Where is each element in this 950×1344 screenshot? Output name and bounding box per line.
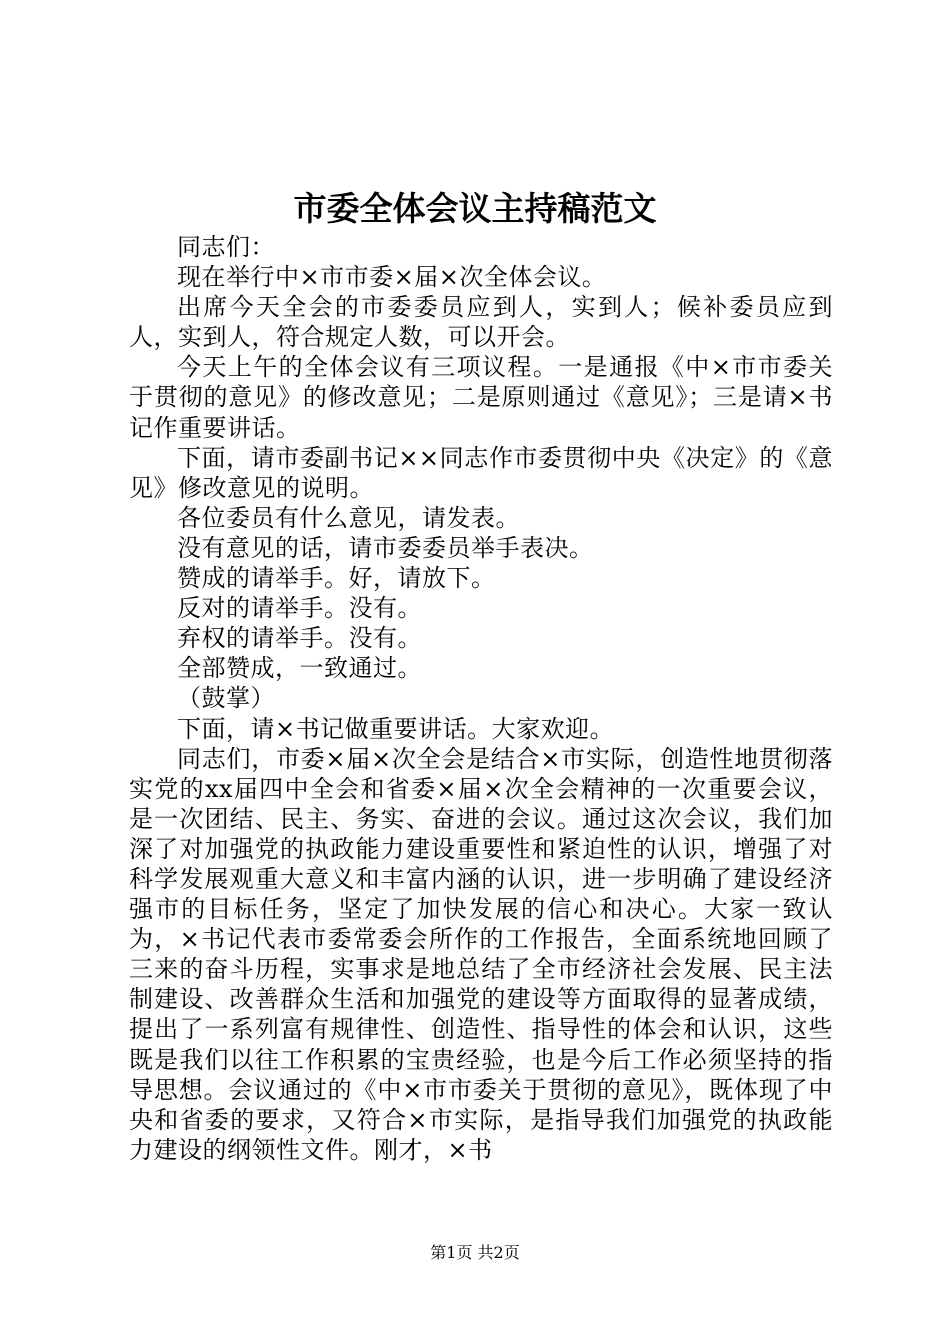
paragraph-opening: 现在举行中×市市委×届×次全体会议。 bbox=[177, 263, 607, 292]
paragraph-speech: 同志们，市委×届×次全会是结合×市实际，创造性地贯彻落实党的xx届四中全会和省委×届×次全会精神的一次重要会议，是一次团结、民主、务实、奋进的会议。通过这次会议，我们加深了对加强党的执政能力建设重要性和紧迫性的认识，增强了对科学发展观重大意义和丰富内涵的认识，进一步明确了建设经济强市的目标任务，坚定了加快发展的信心和决心。大家一致认为，×书记代表市委常委会所作的工作报告，全面系统地回顾了三来的奋斗历程，实事求是地总结了全市经济社会发展、民主法制建设、改善群众生活和加强党的建设等方面取得的显著成绩，提出了一系列富有规律性、创造性、指导性的体会和认识，这些既是我们以往工作积累的宝贵经验，也是今后工作必须坚持的指导思想。会议通过的《中×市市委关于贯彻的意见》，既体现了中央和省委的要求，又符合×市实际，是指导我们加强党的执政能力建设的纲领性文件。刚才，×书 bbox=[129, 744, 833, 1164]
paragraph-vote-call: 没有意见的话，请市委委员举手表决。 bbox=[177, 533, 594, 562]
paragraph-speech-intro: 下面，请×书记做重要讲话。大家欢迎。 bbox=[177, 714, 615, 743]
page-footer: 第1页 共2页 bbox=[430, 1243, 520, 1262]
document-title: 市委全体会议主持稿范文 bbox=[293, 189, 657, 228]
paragraph-attendance: 出席今天全会的市委委员应到人，实到人；候补委员应到人，实到人，符合规定人数，可以开会。 bbox=[129, 293, 833, 352]
paragraph-salutation: 同志们： bbox=[177, 233, 275, 261]
paragraph-applause: （鼓掌） bbox=[177, 684, 275, 713]
paragraph-agenda: 今天上午的全体会议有三项议程。一是通报《中×市市委关于贯彻的意见》的修改意见；二是原则通过《意见》；三是请×书记作重要讲话。 bbox=[129, 353, 833, 442]
paragraph-explanation: 下面，请市委副书记××同志作市委贯彻中央《决定》的《意见》修改意见的说明。 bbox=[129, 443, 833, 502]
paragraph-opinions: 各位委员有什么意见，请发表。 bbox=[177, 503, 520, 532]
paragraph-vote-result: 全部赞成，一致通过。 bbox=[177, 654, 422, 683]
paragraph-vote-yes: 赞成的请举手。好，请放下。 bbox=[177, 564, 496, 593]
document-body bbox=[129, 232, 833, 1165]
paragraph-vote-abstain: 弃权的请举手。没有。 bbox=[177, 624, 422, 653]
paragraph-vote-no: 反对的请举手。没有。 bbox=[177, 594, 422, 623]
